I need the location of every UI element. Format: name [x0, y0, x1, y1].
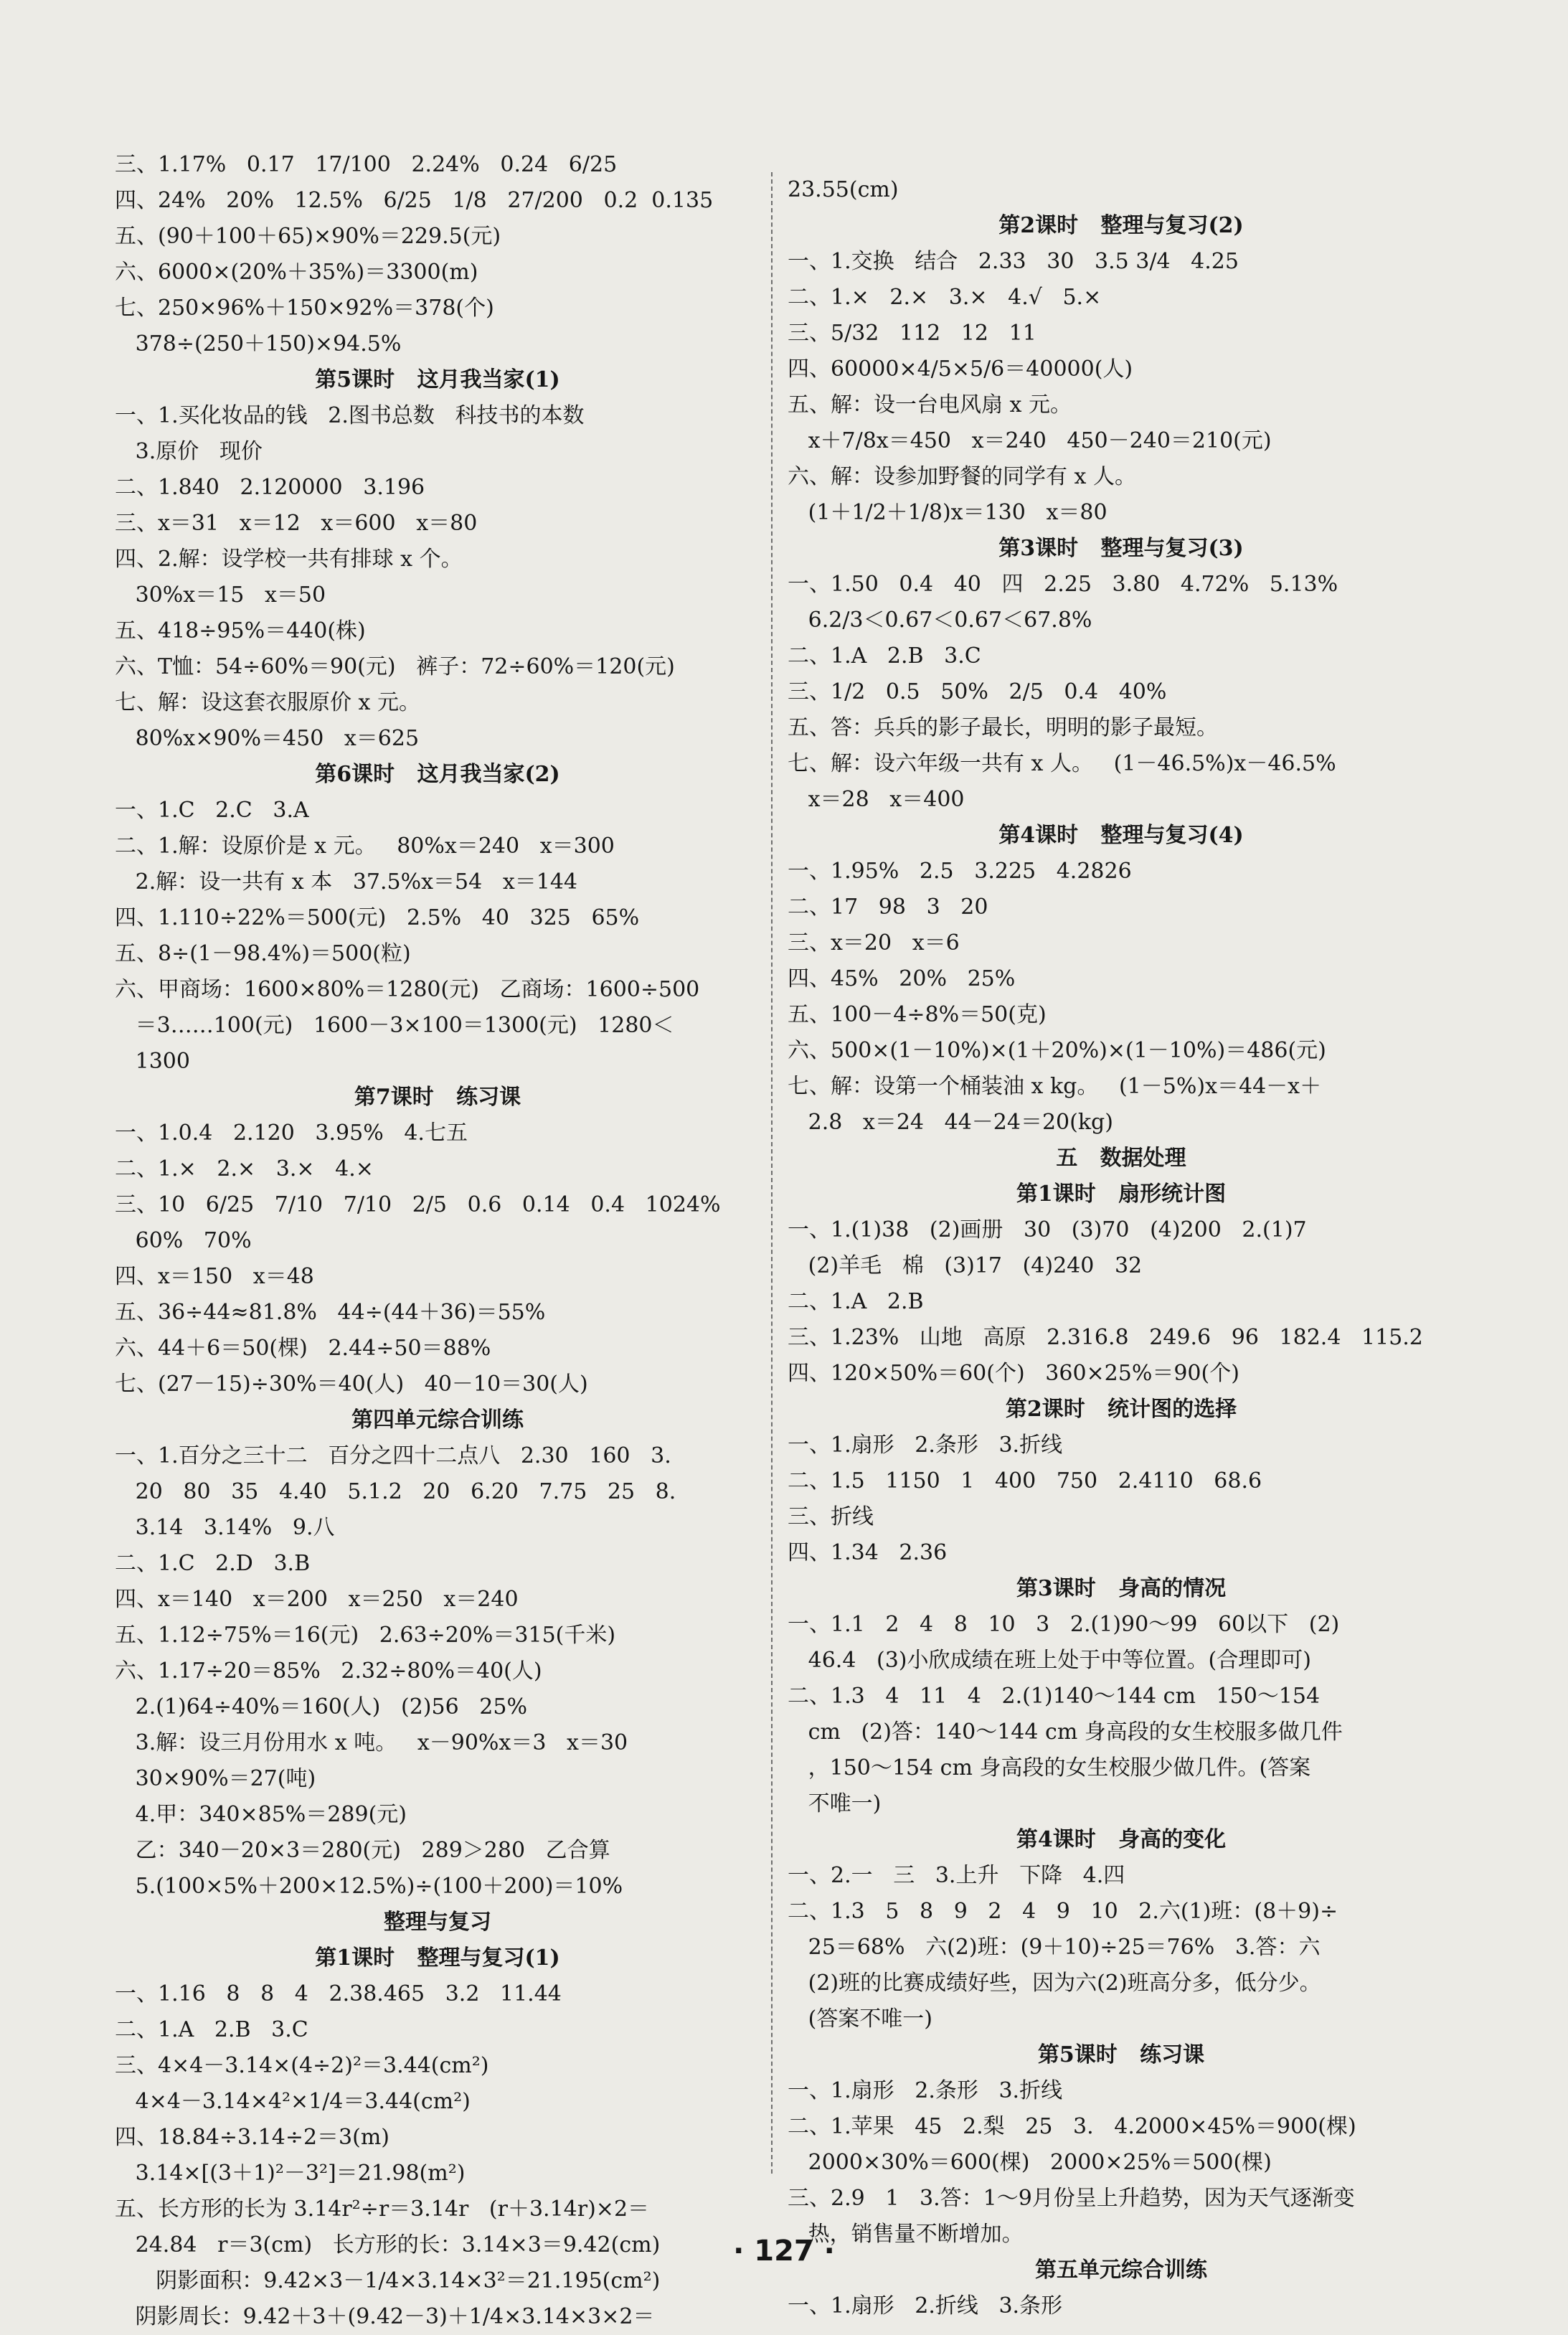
answer-line: 二、1.× 2.× 3.× 4.× — [115, 1156, 374, 1181]
answer-line: 七、解：设这套衣服原价 x 元。 — [115, 690, 420, 715]
answer-line: 二、1.C 2.D 3.B — [115, 1551, 311, 1576]
answer-line: 30×90%＝27(吨) — [115, 1766, 316, 1791]
answer-line: 一、1.交换 结合 2.33 30 3.5 3/4 4.25 — [788, 249, 1239, 274]
answer-line: 二、1.A 2.B 3.C — [788, 643, 981, 669]
column-divider — [771, 172, 773, 2174]
answer-line: ，150～154 cm 身高段的女生校服少做几件。(答案 — [788, 1755, 1311, 1780]
answer-line: 不唯一) — [788, 1791, 882, 1816]
answer-line: 一、2.一 三 3.上升 下降 4.四 — [788, 1863, 1125, 1888]
answer-line: 一、1.扇形 2.条形 3.折线 — [788, 2078, 1063, 2103]
section-heading: 整理与复习 — [384, 1910, 491, 1935]
answer-line: 二、1.A 2.B — [788, 1289, 924, 1314]
answer-line: 30%x＝15 x＝50 — [115, 582, 326, 608]
answer-line: 一、1.50 0.4 40 四 2.25 3.80 4.72% 5.13% — [788, 572, 1338, 597]
answer-line: 5.(100×5%＋200×12.5%)÷(100＋200)＝10% — [115, 1874, 623, 1899]
answer-line: 热，销售量不断增加。 — [788, 2222, 1024, 2247]
answer-line: 80%x×90%＝450 x＝625 — [115, 726, 420, 751]
answer-line: 阴影面积：9.42×3－1/4×3.14×3²＝21.195(cm²) — [115, 2268, 661, 2293]
answer-line: 七、(27－15)÷30%＝40(人) 40－10＝30(人) — [115, 1372, 588, 1397]
answer-line: 六、解：设参加野餐的同学有 x 人。 — [788, 464, 1136, 489]
answer-line: 二、1.A 2.B 3.C — [115, 2017, 308, 2042]
answer-line: 四、45% 20% 25% — [788, 966, 1016, 991]
answer-line: 1300 — [115, 1049, 190, 1074]
answer-line: 五、1.12÷75%＝16(元) 2.63÷20%＝315(千米) — [115, 1623, 616, 1648]
answer-line: 七、250×96%＋150×92%＝378(个) — [115, 296, 494, 321]
answer-line: 二、1.5 1150 1 400 750 2.4110 68.6 — [788, 1468, 1262, 1494]
answer-line: 一、1.(1)38 (2)画册 30 (3)70 (4)200 2.(1)7 — [788, 1217, 1307, 1242]
answer-line: 六、T恤：54÷60%＝90(元) 裤子：72÷60%＝120(元) — [115, 654, 675, 679]
section-heading: 五 数据处理 — [1056, 1146, 1186, 1171]
answer-line: 2.解：设一共有 x 本 37.5%x＝54 x＝144 — [115, 869, 578, 895]
answer-line: 四、120×50%＝60(个) 360×25%＝90(个) — [788, 1361, 1239, 1386]
answer-line: 三、2.9 1 3.答：1～9月份呈上升趋势，因为天气逐渐变 — [788, 2186, 1355, 2211]
answer-line: 五、解：设一台电风扇 x 元。 — [788, 392, 1072, 418]
answer-line: 阴影周长：9.42＋3＋(9.42－3)＋1/4×3.14×3×2＝ — [115, 2304, 655, 2329]
answer-line: 七、解：设六年级一共有 x 人。 (1－46.5%)x－46.5% — [788, 751, 1336, 776]
answer-line: 六、6000×(20%＋35%)＝3300(m) — [115, 260, 478, 285]
answer-line: x＋7/8x＝450 x＝240 450－240＝210(元) — [788, 428, 1272, 453]
answer-line: 4.甲：340×85%＝289(元) — [115, 1802, 407, 1827]
answer-line: 六、1.17÷20＝85% 2.32÷80%＝40(人) — [115, 1659, 542, 1684]
answer-line: 四、1.34 2.36 — [788, 1540, 948, 1565]
section-heading: 第7课时 练习课 — [354, 1085, 521, 1110]
answer-line: 三、1.17% 0.17 17/100 2.24% 0.24 6/25 — [115, 152, 618, 177]
answer-line: 二、1.3 5 8 9 2 4 9 10 2.六(1)班：(8＋9)÷ — [788, 1899, 1338, 1924]
answer-line: 六、500×(1－10%)×(1＋20%)×(1－10%)＝486(元) — [788, 1038, 1326, 1063]
answer-line: 3.14×[(3＋1)²－3²]＝21.98(m²) — [115, 2161, 466, 2186]
answer-line: 五、36÷44≈81.8% 44÷(44＋36)＝55% — [115, 1300, 546, 1325]
answer-line: (2)班的比赛成绩好些，因为六(2)班高分多，低分少。 — [788, 1971, 1321, 1996]
answer-line: 六、44＋6＝50(棵) 2.44÷50＝88% — [115, 1336, 491, 1361]
answer-line: 2000×30%＝600(棵) 2000×25%＝500(棵) — [788, 2150, 1272, 2175]
answer-line: 五、8÷(1－98.4%)＝500(粒) — [115, 941, 411, 966]
answer-line: 七、解：设第一个桶装油 x kg。 (1－5%)x＝44－x＋ — [788, 1074, 1322, 1099]
answer-line: 五、418÷95%＝440(株) — [115, 618, 366, 643]
section-heading: 第4课时 身高的变化 — [1016, 1827, 1227, 1852]
section-heading: 第3课时 整理与复习(3) — [998, 536, 1244, 561]
page-number: · 127 · — [733, 2235, 835, 2268]
answer-line: 五、长方形的长为 3.14r²÷r＝3.14r (r＋3.14r)×2＝ — [115, 2197, 650, 2222]
answer-line: (1＋1/2＋1/8)x＝130 x＝80 — [788, 500, 1107, 525]
answer-line: 二、1.× 2.× 3.× 4.√ 5.× — [788, 285, 1102, 310]
answer-line: 五、答：兵兵的影子最长，明明的影子最短。 — [788, 715, 1218, 740]
answer-line: 四、18.84÷3.14÷2＝3(m) — [115, 2125, 389, 2150]
answer-line: 23.55(cm) — [788, 177, 899, 202]
section-heading: 第2课时 统计图的选择 — [1005, 1397, 1237, 1422]
answer-line: 五、(90＋100＋65)×90%＝229.5(元) — [115, 224, 501, 249]
section-heading: 第6课时 这月我当家(2) — [315, 762, 560, 787]
answer-line: 24.84 r＝3(cm) 长方形的长：3.14×3＝9.42(cm) — [115, 2232, 661, 2258]
answer-line: 46.4 (3)小欣成绩在班上处于中等位置。(合理即可) — [788, 1648, 1311, 1673]
answer-line: 六、甲商场：1600×80%＝1280(元) 乙商场：1600÷500 — [115, 977, 700, 1002]
answer-line: 四、1.110÷22%＝500(元) 2.5% 40 325 65% — [115, 905, 640, 930]
section-heading: 第1课时 整理与复习(1) — [315, 1945, 560, 1971]
section-heading: 第2课时 整理与复习(2) — [998, 213, 1244, 238]
answer-line: 一、1.95% 2.5 3.225 4.2826 — [788, 859, 1132, 884]
answer-line: 三、折线 — [788, 1504, 874, 1529]
answer-line: 3.14 3.14% 9.八 — [115, 1515, 335, 1540]
answer-line: x＝28 x＝400 — [788, 787, 965, 812]
answer-line: 一、1.16 8 8 4 2.38.465 3.2 11.44 — [115, 1981, 562, 2006]
section-heading: 第五单元综合训练 — [1035, 2258, 1207, 2283]
answer-line: 一、1.百分之三十二 百分之四十二点八 2.30 160 3. — [115, 1443, 671, 1468]
answer-line: 三、5/32 112 12 11 — [788, 321, 1036, 346]
left-column — [115, 147, 760, 2335]
section-heading: 第5课时 练习课 — [1037, 2042, 1205, 2067]
answer-line: 四、60000×4/5×5/6＝40000(人) — [788, 357, 1133, 382]
answer-line: 三、4×4－3.14×(4÷2)²＝3.44(cm²) — [115, 2053, 489, 2078]
answer-line: 乙：340－20×3＝280(元) 289＞280 乙合算 — [115, 1838, 610, 1863]
answer-line: (答案不唯一) — [788, 2006, 933, 2032]
answer-line: 一、1.买化妆品的钱 2.图书总数 科技书的本数 — [115, 403, 585, 428]
section-heading: 第四单元综合训练 — [351, 1407, 524, 1433]
answer-line: ＝3……100(元) 1600－3×100＝1300(元) 1280＜ — [115, 1013, 674, 1038]
section-heading: 第4课时 整理与复习(4) — [998, 823, 1244, 848]
answer-line: 2.8 x＝24 44－24＝20(kg) — [788, 1110, 1113, 1135]
answer-line: 三、x＝20 x＝6 — [788, 930, 960, 956]
answer-line: 四、24% 20% 12.5% 6/25 1/8 27/200 0.2 0.135 — [115, 188, 714, 213]
section-heading: 第1课时 扇形统计图 — [1016, 1181, 1227, 1207]
answer-line: 二、1.840 2.120000 3.196 — [115, 475, 425, 500]
section-heading: 第5课时 这月我当家(1) — [315, 367, 560, 392]
section-heading: 第3课时 身高的情况 — [1016, 1576, 1227, 1601]
answer-line: 二、1.3 4 11 4 2.(1)140～144 cm 150～154 — [788, 1684, 1321, 1709]
answer-line: 二、1.苹果 45 2.梨 25 3. 4.2000×45%＝900(棵) — [788, 2114, 1356, 2139]
answer-line: 378÷(250＋150)×94.5% — [115, 331, 402, 357]
answer-line: 一、1.扇形 2.折线 3.条形 — [788, 2293, 1063, 2319]
answer-line: 4×4－3.14×4²×1/4＝3.44(cm²) — [115, 2089, 471, 2114]
answer-line: 一、1.0.4 2.120 3.95% 4.七五 — [115, 1121, 468, 1146]
answer-line: 2.(1)64÷40%＝160(人) (2)56 25% — [115, 1694, 527, 1720]
answer-line: cm (2)答：140～144 cm 身高段的女生校服多做几件 — [788, 1720, 1343, 1745]
answer-line: 6.2/3＜0.67＜0.67＜67.8% — [788, 608, 1092, 633]
answer-line: 五、100－4÷8%＝50(克) — [788, 1002, 1047, 1027]
answer-line: 一、1.1 2 4 8 10 3 2.(1)90～99 60以下 (2) — [788, 1612, 1340, 1637]
answer-line: 25＝68% 六(2)班：(9＋10)÷25＝76% 3.答：六 — [788, 1935, 1321, 1960]
answer-line: (2)羊毛 棉 (3)17 (4)240 32 — [788, 1253, 1143, 1278]
answer-line: 一、1.C 2.C 3.A — [115, 798, 309, 823]
answer-line: 二、17 98 3 20 — [788, 895, 988, 920]
answer-line: 三、1/2 0.5 50% 2/5 0.4 40% — [788, 679, 1167, 704]
answer-line: 四、2.解：设学校一共有排球 x 个。 — [115, 547, 463, 572]
right-column — [788, 172, 1455, 2324]
answer-line: 二、1.解：设原价是 x 元。 80%x＝240 x＝300 — [115, 834, 615, 859]
answer-line: 60% 70% — [115, 1228, 252, 1253]
answer-line: 四、x＝140 x＝200 x＝250 x＝240 — [115, 1587, 519, 1612]
answer-line: 一、1.扇形 2.条形 3.折线 — [788, 1433, 1063, 1458]
answer-line: 20 80 35 4.40 5.1.2 20 6.20 7.75 25 8. — [115, 1479, 676, 1504]
answer-line: 3.解：设三月份用水 x 吨。 x－90%x＝3 x＝30 — [115, 1730, 628, 1755]
answer-line: 三、10 6/25 7/10 7/10 2/5 0.6 0.14 0.4 1024% — [115, 1192, 721, 1217]
answer-line: 四、x＝150 x＝48 — [115, 1264, 314, 1289]
answer-line: 三、1.23% 山地 高原 2.316.8 249.6 96 182.4 115.2 — [788, 1325, 1423, 1350]
answer-line: 三、x＝31 x＝12 x＝600 x＝80 — [115, 511, 478, 536]
answer-line: 3.原价 现价 — [115, 439, 263, 464]
